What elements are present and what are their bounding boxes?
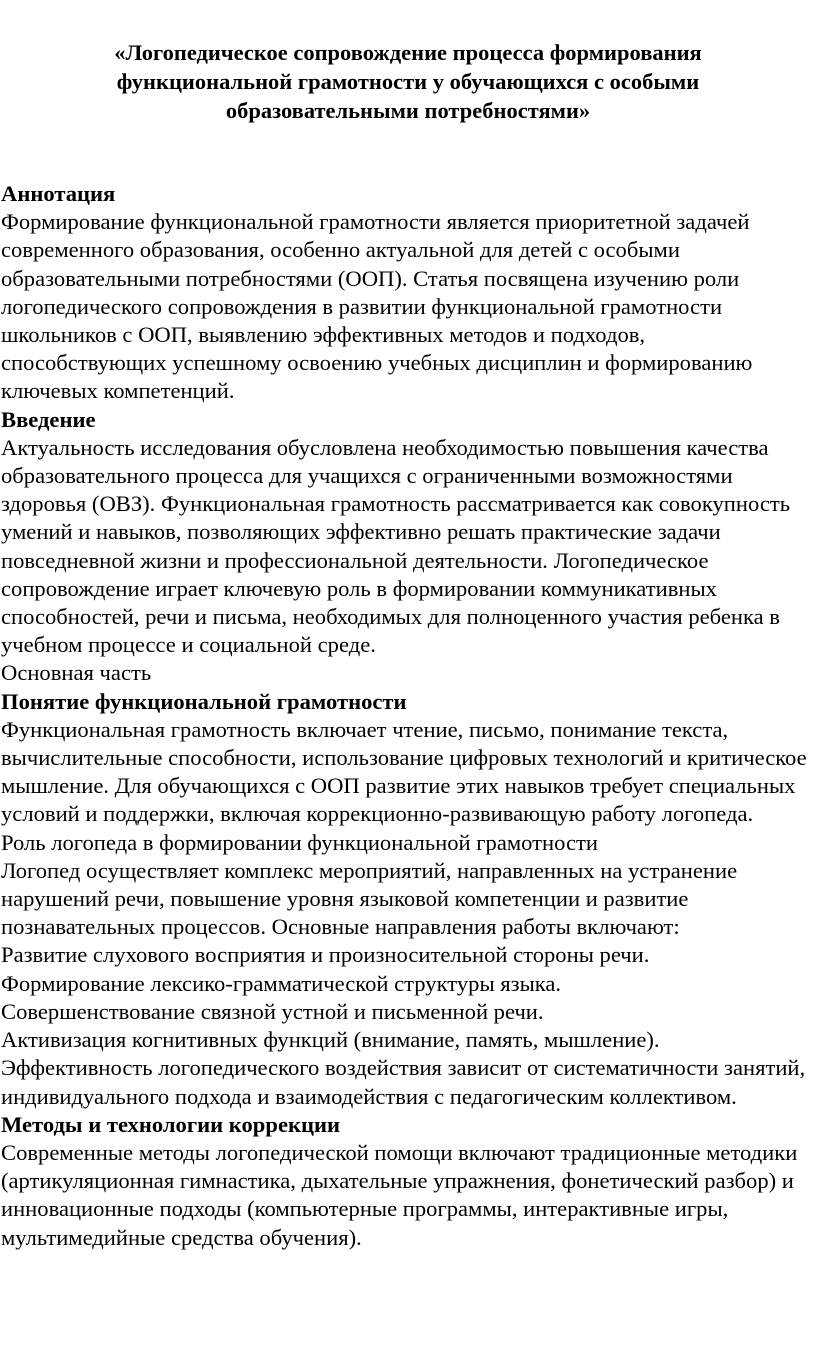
paragraph-methods: Современные методы логопедической помощи включают традиционные методики (артикуляционная гимнастика, дыхательные упражнения, фонетический разбор) и инновационные подходы (компьютерные программы, интерактивные игры, мультимедийные средства обучения). [1, 1139, 798, 1250]
section-heading-annotation: Аннотация [1, 181, 116, 206]
paragraph-concept: Функциональная грамотность включает чтение, письмо, понимание текста, вычислительные способности, использование цифровых технологий и критическое мышление. Для обучающихся с ООП развитие этих навыков требует специальных условий и поддержки, включая коррекционно-развивающую работу логопеда. [1, 716, 807, 827]
title-line: образовательными потребностями» [225, 98, 591, 123]
title-line: «Логопедическое сопровождение процесса формирования [114, 40, 702, 65]
list-item: Развитие слухового восприятия и произносительной стороны речи. [1, 942, 650, 968]
section-heading-introduction: Введение [1, 406, 96, 432]
list-item: Активизация когнитивных функций (внимание, память, мышление). [1, 1027, 660, 1053]
section-label-main-part: Основная часть [1, 660, 152, 686]
list-item: Совершенствование связной устной и письменной речи. [1, 998, 544, 1024]
title-line: функциональной грамотности у обучающихся с особыми [116, 69, 700, 94]
paragraph-introduction: Актуальность исследования обусловлена необходимостью повышения качества образовательного процесса для учащихся с ограниченными возможностями здоровья (ОВЗ). Функциональная грамотность рассматривается как совокупность умений и навыков, позволяющих эффективно решать практические задачи повседневной жизни и профессиональной деятельности. Логопедическое сопровождение играет ключевую роль в формировании коммуникативных способностей, речи и письма, необходимых для полноценного участия ребенка в учебном процессе и социальной среде. [1, 434, 791, 658]
paragraph-annotation: Формирование функциональной грамотности является приоритетной задачей современного образования, особенно актуальной для детей с особыми образовательными потребностями (ООП). Статья посвящена изучению роли логопедического сопровождения в развитии функциональной грамотности школьников с ООП, выявлению эффективных методов и подходов, способствующих успешному освоению учебных дисциплин и формированию ключевых компетенций. [1, 209, 753, 404]
paragraph-effectiveness: Эффективность логопедического воздействия зависит от систематичности занятий, индивидуального подхода и взаимодействия с педагогическим коллективом. [1, 1055, 806, 1109]
paragraph-role: Логопед осуществляет комплекс мероприятий, направленных на устранение нарушений речи, повышение уровня языковой компетенции и развитие познавательных процессов. Основные направления работы включают: [1, 857, 738, 940]
list-item: Формирование лексико-грамматической структуры языка. [1, 970, 562, 996]
section-heading-concept: Понятие функциональной грамотности [1, 688, 407, 714]
document-body [1, 180, 816, 1252]
document-title [40, 38, 776, 125]
section-label-role: Роль логопеда в формировании функциональной грамотности [1, 829, 598, 855]
section-heading-methods: Методы и технологии коррекции [1, 1111, 341, 1137]
